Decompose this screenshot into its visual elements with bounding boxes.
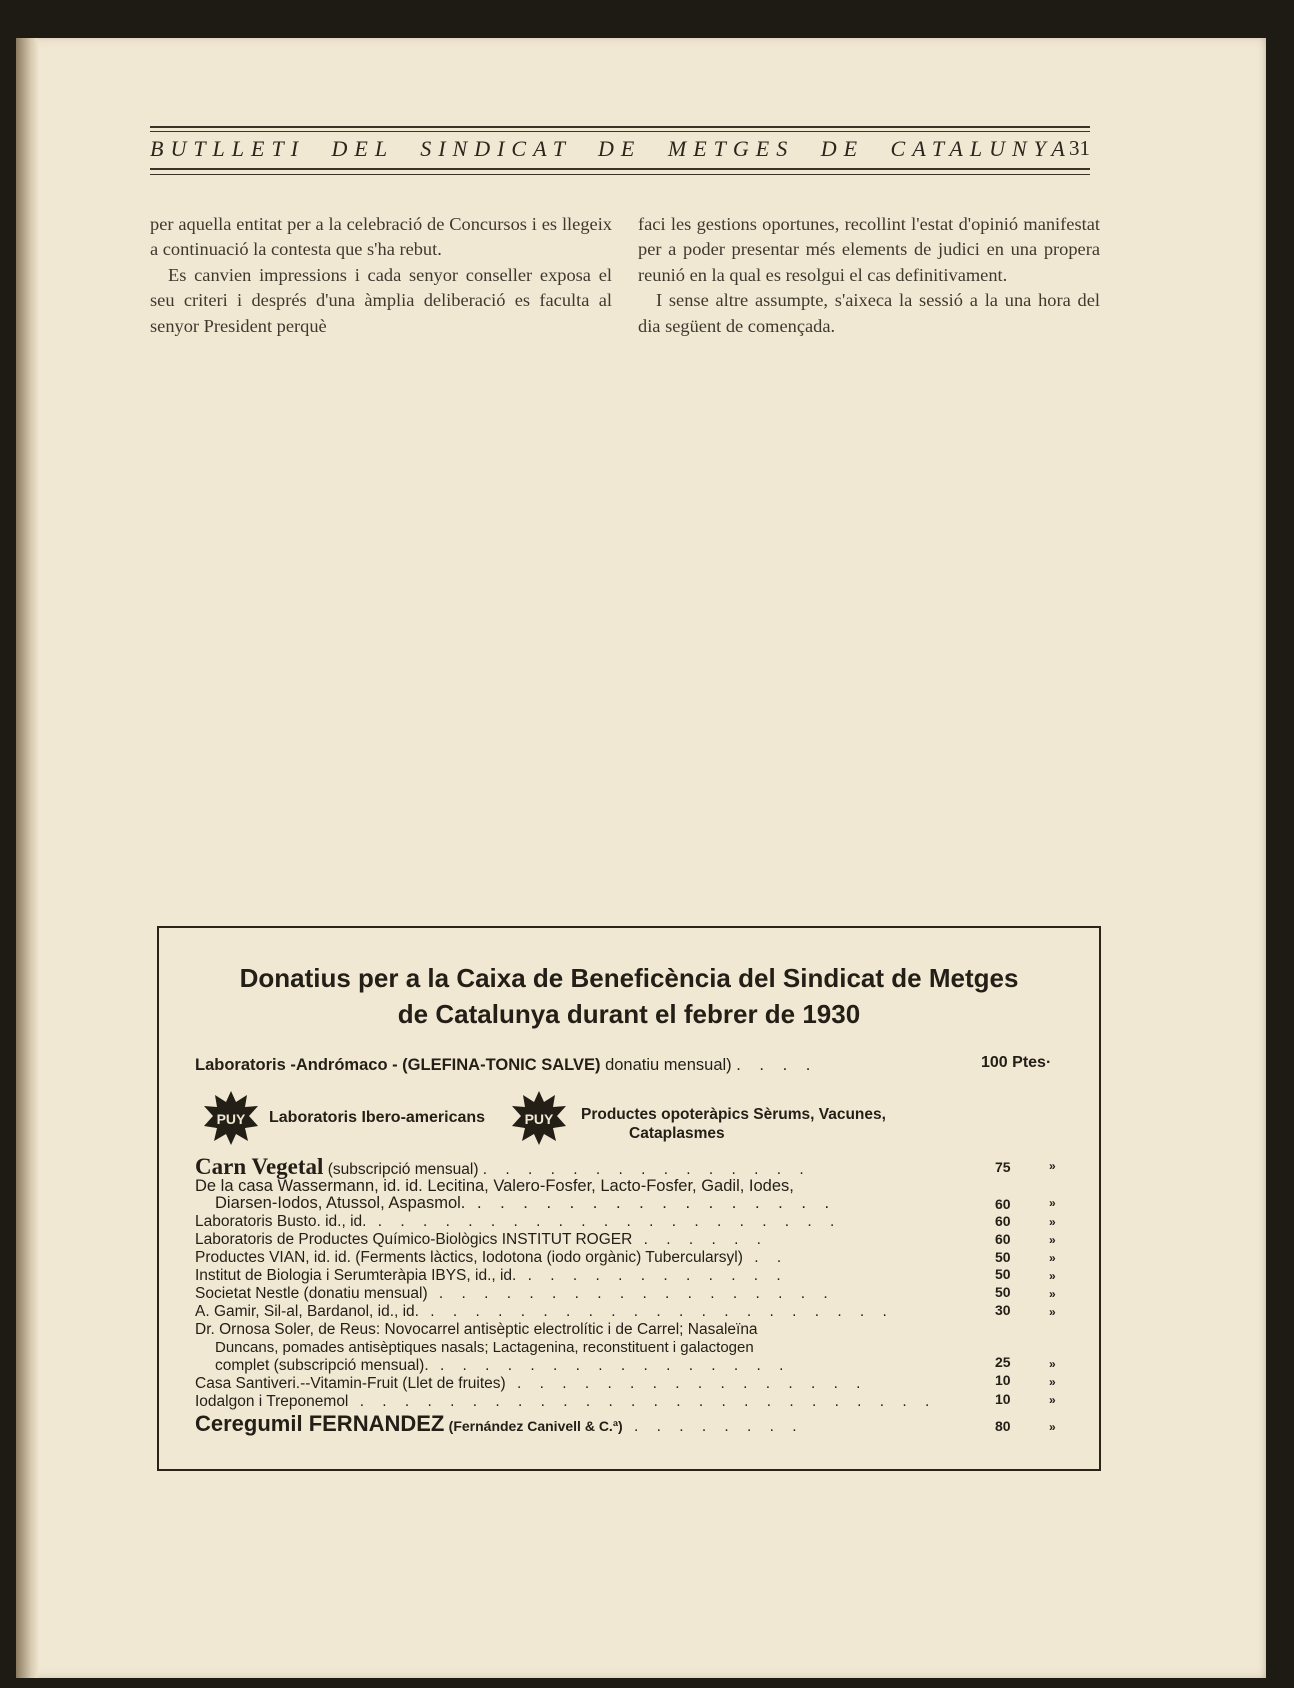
entry-ornosa-line-3 [215,1357,1085,1375]
entry-wassermann-line-1: De la casa Wassermann, id. id. Lecitina, Valero-Fosfer, Lacto-Fosfer, Gadil, Iodes, [195,1177,794,1195]
running-header [150,136,1090,166]
leader-dots: . . . . . . . . . . . . . . . . . . . . . . . . . . [348,1393,937,1410]
donations-title-line-2: de Catalunya durant el febrer de 1930 [397,999,861,1029]
box-bottom-rule [157,1469,1101,1471]
box-top-rule [157,926,1101,928]
entry-ornosa-line-2: Duncans, pomades antisèptiques nasals; Lactagenina, reconstituent i galactogen [215,1339,754,1356]
book-spine-shadow [16,38,38,1678]
donations-box [157,926,1101,1471]
entry-roger [195,1231,1065,1249]
amount-roger: 60 [995,1231,1011,1247]
amount-wassermann: 60 [995,1196,1011,1212]
entry-ibys [195,1267,1065,1285]
page-number: 31 [1069,136,1090,160]
entry-iodalgon-text: Iodalgon i Treponemol [195,1393,349,1410]
leader-dots: . . . . . . . . . . . . . . . . [428,1357,791,1374]
entry-ceregumil-note: (Fernández Canivell & C.ª) [448,1418,623,1434]
ditto-mark: » [1049,1375,1056,1389]
ditto-mark: » [1049,1196,1056,1210]
left-column [150,212,612,339]
entry-busto-text: Laboratoris Busto. id., id. [195,1213,367,1230]
donations-title [179,960,1079,1032]
andromaco-row [195,1056,1065,1075]
ibero-american-labs: Laboratoris Ibero-americans [269,1109,486,1126]
ditto-mark: » [1049,1393,1056,1407]
header-top-rule-thin [150,131,1090,132]
leader-dots: . . . . . . . . . . . . . . . [482,1161,811,1178]
leader-dots: . . . . . . . . [622,1418,804,1435]
amount-carn-vegetal: 75 [995,1159,1011,1175]
amount-busto: 60 [995,1213,1011,1229]
amount-vian: 50 [995,1249,1011,1265]
entry-santiveri [195,1375,1065,1393]
ibero-products-line-2: Cataplasmes [629,1125,725,1142]
header-top-rule [150,126,1090,128]
ditto-mark: » [1049,1269,1056,1283]
svg-text:PUY: PUY [524,1111,554,1127]
amount-gamir: 30 [995,1302,1011,1318]
amount-ornosa: 25 [995,1354,1011,1370]
entry-busto [195,1213,1065,1231]
left-paragraph-1: per aquella entitat per a la celebració de Concursos i es llegeix a continuació la contesta que s'ha rebut. [150,214,612,260]
andromaco-note: donatiu mensual) [605,1056,732,1074]
puy-star-logo-icon [203,1090,259,1146]
ibero-products-line-1: Productes opoteràpics Sèrums, Vacunes, [581,1106,886,1123]
entry-vian [195,1249,1065,1267]
leader-dots: . . . . . . . . . . . . [516,1267,788,1284]
journal-title: BUTLLETI DEL SINDICAT DE METGES DE CATALUNYA [150,136,1072,161]
entry-gamir [195,1303,1065,1321]
amount-ceregumil: 80 [995,1418,1011,1434]
header-bottom-rule [150,168,1090,170]
ditto-mark: » [1049,1233,1056,1247]
ditto-mark: » [1049,1251,1056,1265]
andromaco-amount: 100 Ptes· [981,1054,1052,1071]
andromaco-name: Laboratoris -Andrómaco - (GLEFINA-TONIC SALVE) [195,1056,601,1074]
left-paragraph-2: Es canvien impressions i cada senyor conseller exposa el seu criteri i després d'una àmplia deliberació es faculta al senyor President perquè [150,264,612,336]
entry-ibys-text: Institut de Biologia i Serumteràpia IBYS, id., id. [195,1267,517,1284]
entry-ceregumil [195,1411,1065,1437]
entry-nestle [195,1285,1065,1303]
ditto-mark: » [1049,1159,1056,1173]
entry-gamir-text: A. Gamir, Sil-al, Bardanol, id., id. [195,1303,419,1320]
ditto-mark: » [1049,1215,1056,1229]
ditto-mark: » [1049,1305,1056,1319]
ditto-mark: » [1049,1287,1056,1301]
entry-iodalgon [195,1393,1065,1411]
donations-title-line-1: Donatius per a la Caixa de Beneficència del Sindicat de Metges [239,963,1019,993]
entry-ornosa-line-1: Dr. Ornosa Soler, de Reus: Novocarrel antisèptic electrolític i de Carrel; Nasaleïna [195,1321,758,1338]
svg-text:PUY: PUY [216,1111,246,1127]
leader-dots: . . . . . . . . . . . . . . . . [505,1375,868,1392]
header-bottom-rule-thin [150,174,1090,175]
leader-dots: . . . . . . . . . . . . . . . . . . . . . [366,1213,842,1230]
entry-ceregumil-name: Ceregumil FERNANDEZ [195,1411,445,1436]
entry-wassermann-text: Diarsen-Iodos, Atussol, Aspasmol. [215,1194,466,1212]
right-paragraph-2: I sense altre assumpte, s'aixeca la sessió a la una hora del dia següent de començada. [638,290,1100,336]
leader-dots: . . . . . . [632,1231,768,1248]
right-column [638,212,1100,339]
entry-santiveri-text: Casa Santiveri.--Vitamin-Fruit (Llet de fruites) [195,1375,506,1392]
amount-iodalgon: 10 [995,1391,1011,1407]
entry-nestle-text: Societat Nestle (donatiu mensual) [195,1285,428,1302]
leader-dots: . . . . . . . . . . . . . . . . . . [427,1285,835,1302]
entry-ornosa-text: complet (subscripció mensual). [215,1357,429,1374]
amount-santiveri: 10 [995,1372,1011,1388]
ditto-mark: » [1049,1357,1056,1371]
puy-star-logo-icon-2 [511,1090,567,1146]
entry-vian-text: Productes VIAN, id. id. (Ferments làctics, Iodotona (iodo orgànic) Tubercularsyl) [195,1249,743,1266]
ditto-mark: » [1049,1420,1056,1434]
right-paragraph-1: faci les gestions oportunes, recollint l'estat d'opinió manifestat per a poder presentar més elements de judici en una propera reunió en la qual es resolgui el cas definitivament. [638,214,1100,285]
leader-dots: . . . . [736,1056,818,1074]
entry-carn-vegetal-note: (subscripció mensual) [327,1161,479,1178]
leader-dots: . . [742,1249,789,1266]
leader-dots: . . . . . . . . . . . . . . . . [465,1194,837,1212]
leader-dots: . . . . . . . . . . . . . . . . . . . . . [418,1303,894,1320]
entry-wassermann-line-2 [215,1194,1085,1213]
entry-roger-text: Laboratoris de Productes Químico-Biològics INSTITUT ROGER [195,1231,633,1248]
amount-nestle: 50 [995,1284,1011,1300]
entry-carn-vegetal-name: Carn Vegetal [195,1154,324,1179]
amount-ibys: 50 [995,1266,1011,1282]
